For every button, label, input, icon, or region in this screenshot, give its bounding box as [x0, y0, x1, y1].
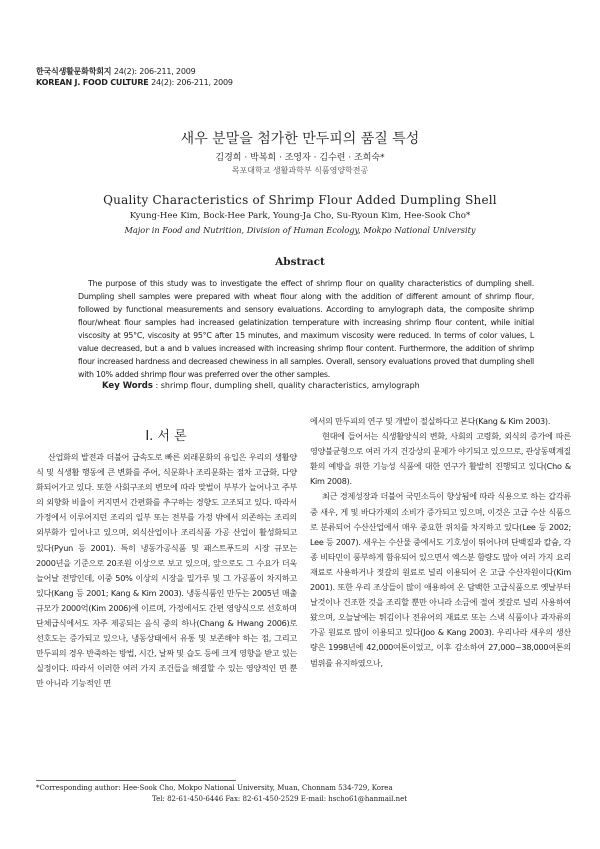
footnote-contact: Tel: 82-61-450-6446 Fax: 82-61-450-2529 E-mail: hscho61@hanmail.net — [152, 795, 408, 803]
abstract-heading: Abstract — [275, 256, 325, 268]
abstract-text: The purpose of this study was to investigate the effect of shrimp flour on quality characteristics of dumpling shell. Dumpling shell samples were prepared with wheat flour along with the addition of different amount of shrimp flour, followed by functional measurements and sensory evaluations. According to amylograph data, the composite shrimp flour/wheat flour samples had increased gelatinization temperature with increasing shrimp flour content, while initial viscosity at 95°C, viscosity at 95°C after 15 minutes, and maximum viscosity were reduced. In terms of color values, L value decreased, but a and b values increased with increasing shrimp flour content. Furthermore, the addition of shrimp flour increased hardness and decreased chewiness in all samples. Overall, sensory evaluations proved that dumpling shell with 10% added shrimp flour was preferred over the other samples. — [78, 279, 534, 379]
section-heading-introduction: I. 서 론 — [145, 429, 187, 444]
body-column-right — [310, 414, 571, 671]
abstract-body — [78, 277, 534, 381]
authors-english: Kyung-Hee Kim, Bock-Hee Park, Young-Ja Cho, Su-Ryoun Kim, Hee-Sook Cho* — [129, 211, 471, 221]
keywords-label: Key Words — [102, 381, 153, 391]
footnote-author: *Corresponding author: Hee-Sook Cho, Mokpo National University, Muan, Chonnam 534-729, Korea — [36, 784, 393, 792]
paragraph: 최근 경제성장과 더불어 국민소득이 향상됨에 따라 식용으로 하는 갑각류 중 새우, 게 및 바다가재의 소비가 증가되고 있으며, 이것은 고급 수산 식품으로 분류되어 수산산업에서 매우 중요한 위치를 차지하고 있다(Lee 등 2002; Lee 등 2007). 새우는 수산물 중에서도 기호성이 뛰어나며 단백질과 칼슘, 각종 비타민이 풍부하게 함유되어 있으면서 엑스분 함량도 많아 여러 가지 요리 재료로 사용하거나 젓갈의 원료로 널리 이용되어 온 고급 수산자원이다(Kim 2001). 또한 우리 조상들이 많이 애용하여 온 담백한 고급식품으로 옛날부터 날것이나 건조한 것을 조리할 뿐만 아니라 소금에 절여 젓갈로 널리 사용하여 왔으며, 오늘날에는 튀김이나 전유어의 재료로 또는 스낵 식품이나 과자류의 가공 원료로 많이 이용되고 있다(Joo & Kang 2003). 우리나라 새우의 생산량은 1998년에 42,000여톤이었고, 이후 감소하여 27,000~38,000여톤의 범위를 유지하였으나, — [310, 491, 571, 668]
keywords-text: : shrimp flour, dumpling shell, quality characteristics, amylograph — [155, 381, 420, 390]
journal-volume-en: 24(2): 206-211, 2009 — [151, 78, 233, 87]
journal-header-en — [36, 78, 233, 87]
paragraph: 현대에 들어서는 식생활양식의 변화, 사회의 고령화, 외식의 증가에 따른 영양불균형으로 여러 가지 건강상의 문제가 야기되고 있으므로, 관상동맥계질환의 예방을 위한 기능성 식품에 대한 연구가 활발히 진행되고 있다(Cho & Kim 2008). — [310, 431, 571, 487]
authors-korean: 김경희 · 박복희 · 조영자 · 김수련 · 조희숙* — [215, 153, 385, 163]
footnote — [36, 783, 566, 805]
paragraph-continuation: 에서의 만두피의 연구 및 개발이 절실하다고 본다(Kang & Kim 2003). — [310, 416, 551, 426]
keywords — [102, 381, 542, 391]
title-english: Quality Characteristics of Shrimp Flour Added Dumpling Shell — [103, 193, 497, 207]
affiliation-korean: 목포대학교 생활과학부 식품영양학전공 — [231, 166, 369, 175]
title-korean: 새우 분말을 첨가한 만두피의 품질 특성 — [180, 131, 420, 147]
footnote-divider — [36, 780, 236, 781]
affiliation-english: Major in Food and Nutrition, Division of Human Ecology, Mokpo National University — [124, 225, 476, 235]
journal-name-en: KOREAN J. FOOD CULTURE — [36, 78, 149, 87]
paragraph: 산업화의 발전과 더불어 급속도로 빠른 외래문화의 유입은 우리의 생활양식 및 식생활 행동에 큰 변화를 주어, 식문화나 조리문화는 점차 고급화, 다양화되어가고 있다. 또한 사회구조의 변모에 따라 맞벌이 부부가 늘어나고 주부의 외향화 비율이 커지면서 간편화를 추구하는 경향도 고조되고 있다. 따라서 가정에서 이루어지던 조리의 일부 또는 전부를 가정 밖에서 의존하는 조리의 외부화가 일어나고 있으며, 외식산업이나 조리식품 가공 산업이 활성화되고 있다(Pyun 등 2001). 특히 냉동가공식품 및 패스트푸드의 시장 규모는 2000년을 기준으로 20조원 이상으로 보고 있으며, 앞으로도 그 수요가 더욱 늘어날 전망인데, 이중 50% 이상의 시장을 밀가루 및 그 가공품이 차지하고 있다(Kang 등 2001; Kang & Kim 2003). 냉동식품인 만두는 2005년 매출규모가 2000억(Kim 2006)에 이르며, 가정에서도 간편 영양식으로 선호하며 단체급식에서도 자주 제공되는 음식 중의 하나(Chang & Hwang 2006)로 선호도는 증가되고 있으나, 냉동상태에서 유통 및 보존해야 하는 점, 그리고 만두피의 경우 반죽하는 방법, 시간, 날짜 및 습도 등에 크게 영향을 받고 있는 실정이다. 따라서 이러한 여러 가지 조건들을 해결할 수 있는 영양적인 면 뿐만 아니라 기능적인 면 — [36, 452, 297, 689]
journal-header-ko — [36, 66, 196, 77]
journal-name-ko: 한국식생활문화학회지 — [36, 67, 112, 76]
body-column-left — [36, 450, 297, 692]
journal-volume-ko: 24(2): 206-211, 2009 — [113, 67, 196, 76]
